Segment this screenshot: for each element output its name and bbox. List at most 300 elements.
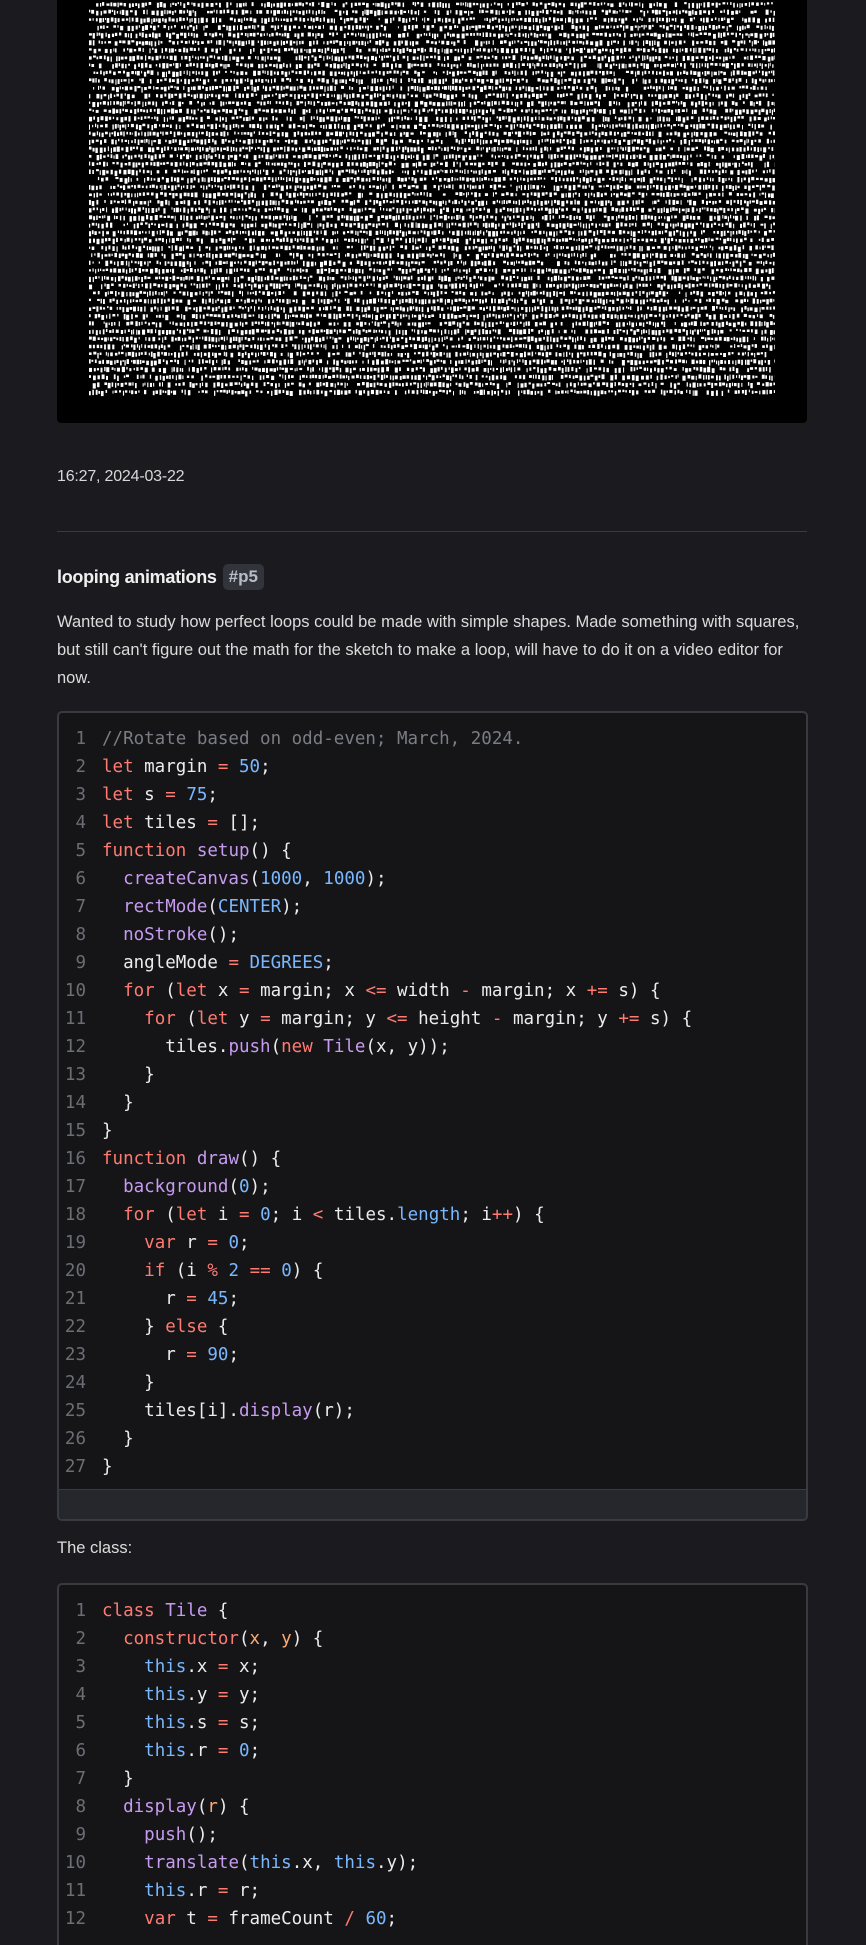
art-mark <box>644 87 647 90</box>
art-mark <box>362 26 364 29</box>
art-mark <box>724 40 727 45</box>
art-mark <box>566 216 568 218</box>
art-mark <box>294 94 296 99</box>
art-mark <box>181 178 184 181</box>
art-mark <box>687 117 689 121</box>
art-mark <box>369 34 371 39</box>
art-mark <box>629 41 630 45</box>
art-mark <box>677 193 680 196</box>
art-mark <box>171 26 173 29</box>
art-mark <box>653 86 655 89</box>
art-mark <box>340 17 342 20</box>
art-mark <box>424 117 427 122</box>
art-mark <box>241 132 242 135</box>
art-mark <box>235 200 236 202</box>
art-mark <box>157 72 158 76</box>
art-mark <box>406 71 408 75</box>
art-mark <box>650 86 652 89</box>
art-mark <box>545 162 547 166</box>
art-mark <box>750 56 753 60</box>
art-mark <box>304 71 306 76</box>
art-mark <box>571 109 573 113</box>
art-mark <box>106 26 108 28</box>
art-mark <box>499 11 500 15</box>
art-mark <box>521 55 522 61</box>
art-mark <box>745 163 748 166</box>
art-mark <box>730 2 731 5</box>
art-mark <box>281 124 283 127</box>
art-mark <box>372 162 375 166</box>
art-mark <box>676 49 678 53</box>
art-mark <box>599 63 601 68</box>
art-mark <box>343 11 344 14</box>
art-mark <box>500 79 502 83</box>
art-mark <box>528 163 530 165</box>
art-mark <box>561 186 563 188</box>
art-mark <box>273 64 275 67</box>
art-mark <box>149 139 150 144</box>
art-mark <box>731 133 733 136</box>
art-mark <box>721 147 724 150</box>
art-mark <box>506 87 507 90</box>
art-mark <box>113 117 114 119</box>
art-mark <box>223 64 224 68</box>
art-mark <box>606 86 608 91</box>
art-mark <box>548 3 551 5</box>
art-mark <box>177 79 180 84</box>
art-mark <box>659 86 661 89</box>
art-mark <box>469 209 471 211</box>
art-mark <box>422 18 423 20</box>
art-mark <box>225 79 228 82</box>
art-mark <box>764 33 766 37</box>
art-mark <box>91 10 94 14</box>
art-mark <box>253 48 254 52</box>
art-mark <box>427 25 430 30</box>
art-mark <box>624 117 626 121</box>
art-mark <box>187 140 189 143</box>
art-mark <box>458 57 461 61</box>
art-mark <box>682 209 685 212</box>
art-mark <box>705 102 707 105</box>
art-mark <box>245 163 246 165</box>
art-mark <box>324 86 325 92</box>
art-mark <box>335 116 337 121</box>
art-mark <box>384 102 387 106</box>
art-mark <box>321 147 323 152</box>
art-mark <box>642 55 643 61</box>
art-mark <box>338 57 340 62</box>
art-mark <box>571 57 574 61</box>
art-mark <box>291 140 293 143</box>
art-mark <box>264 185 266 190</box>
art-mark <box>134 209 136 214</box>
art-mark <box>541 124 543 129</box>
art-mark <box>704 163 707 168</box>
art-mark <box>445 124 446 128</box>
art-mark <box>258 56 259 60</box>
art-mark <box>117 11 118 14</box>
art-mark <box>215 95 216 98</box>
art-mark <box>229 26 232 31</box>
art-mark <box>596 94 598 98</box>
art-mark <box>174 94 177 96</box>
art-mark <box>135 201 137 204</box>
art-mark <box>495 124 496 127</box>
art-mark <box>184 132 186 137</box>
art-mark <box>694 132 695 136</box>
art-mark <box>694 17 695 19</box>
art-mark <box>194 33 195 38</box>
art-mark <box>405 171 406 174</box>
art-mark <box>459 140 460 144</box>
art-mark <box>765 19 767 23</box>
art-mark <box>696 56 699 59</box>
art-mark <box>640 49 642 51</box>
art-mark <box>592 117 595 122</box>
art-mark <box>608 57 610 62</box>
art-mark <box>220 208 222 213</box>
art-mark <box>663 117 665 122</box>
art-mark <box>192 124 195 127</box>
art-mark <box>205 63 208 67</box>
art-mark <box>447 33 449 36</box>
art-mark <box>641 140 643 145</box>
art-mark <box>537 155 539 159</box>
art-mark <box>352 41 355 45</box>
art-mark <box>765 87 766 91</box>
art-mark <box>152 48 153 50</box>
art-mark <box>626 155 628 160</box>
art-mark <box>393 155 395 161</box>
art-mark <box>405 155 407 160</box>
art-mark <box>132 18 134 22</box>
art-mark <box>321 34 323 38</box>
art-mark <box>448 185 450 189</box>
art-mark <box>691 56 694 61</box>
art-mark <box>369 208 372 210</box>
art-mark <box>483 64 484 67</box>
art-mark <box>93 148 95 152</box>
art-mark <box>431 41 434 44</box>
art-mark <box>677 25 679 27</box>
art-mark <box>283 102 285 105</box>
art-mark <box>636 200 638 204</box>
art-mark <box>201 208 204 213</box>
art-mark <box>658 109 660 113</box>
art-mark <box>377 3 380 7</box>
art-mark <box>470 163 473 165</box>
art-mark <box>156 147 159 150</box>
art-mark <box>179 17 182 21</box>
art-mark <box>201 18 204 23</box>
art-mark <box>250 18 253 22</box>
art-mark <box>299 2 302 5</box>
art-mark <box>397 110 399 114</box>
art-mark <box>719 63 720 66</box>
art-mark <box>701 116 704 120</box>
art-mark <box>692 79 694 82</box>
art-mark <box>446 48 449 53</box>
art-mark <box>459 109 461 113</box>
art-mark <box>417 64 419 66</box>
art-mark <box>434 171 437 175</box>
art-mark <box>201 215 202 219</box>
art-mark <box>446 41 449 45</box>
art-mark <box>617 94 619 96</box>
art-mark <box>473 33 475 36</box>
art-mark <box>365 147 368 152</box>
art-mark <box>167 56 169 58</box>
art-mark <box>270 101 271 104</box>
art-mark <box>181 186 182 190</box>
art-mark <box>666 200 667 203</box>
art-mark <box>162 63 165 68</box>
art-mark <box>390 133 392 137</box>
art-mark <box>354 72 355 77</box>
art-mark <box>190 216 192 220</box>
art-mark <box>660 64 662 69</box>
art-mark <box>698 87 699 91</box>
art-mark <box>529 26 532 30</box>
art-mark <box>223 10 225 14</box>
art-mark <box>196 71 197 75</box>
art-mark <box>609 101 612 106</box>
art-mark <box>449 155 451 159</box>
art-mark <box>200 140 203 145</box>
art-mark <box>432 2 435 7</box>
art-mark <box>652 10 655 13</box>
art-mark <box>714 208 717 212</box>
art-mark <box>164 216 166 218</box>
art-mark <box>122 155 124 158</box>
art-mark <box>723 32 726 36</box>
art-mark <box>564 162 567 165</box>
art-mark <box>148 208 149 213</box>
art-mark <box>332 185 333 187</box>
art-mark <box>517 72 518 75</box>
art-mark <box>683 155 685 160</box>
art-mark <box>541 109 544 112</box>
art-mark <box>366 3 369 7</box>
art-mark <box>671 79 674 84</box>
art-mark <box>473 216 474 221</box>
art-mark <box>370 124 372 127</box>
art-mark <box>658 34 661 39</box>
art-mark <box>344 19 346 24</box>
art-mark <box>726 94 728 98</box>
art-mark <box>535 110 538 113</box>
art-mark <box>544 201 547 205</box>
art-mark <box>142 33 144 38</box>
art-mark <box>589 209 591 213</box>
art-mark <box>119 170 121 174</box>
art-mark <box>695 11 698 15</box>
art-mark <box>441 125 443 127</box>
art-mark <box>186 48 188 52</box>
art-mark <box>201 102 203 106</box>
art-mark <box>706 86 708 88</box>
art-mark <box>191 3 192 5</box>
art-mark <box>198 56 199 60</box>
art-mark <box>362 208 363 211</box>
art-mark <box>385 11 388 14</box>
art-mark <box>382 178 384 181</box>
art-mark <box>747 25 750 28</box>
art-mark <box>270 139 273 143</box>
art-mark <box>191 18 192 22</box>
art-mark <box>131 155 133 159</box>
art-mark <box>191 87 193 90</box>
art-mark <box>302 41 304 44</box>
art-mark <box>154 124 157 128</box>
art-mark <box>418 10 419 15</box>
art-mark <box>325 170 328 174</box>
art-mark <box>277 3 280 8</box>
art-mark <box>268 18 270 22</box>
art-mark <box>437 162 439 164</box>
art-mark <box>613 101 615 104</box>
art-mark <box>656 185 659 190</box>
art-mark <box>570 201 573 205</box>
art-mark <box>372 132 375 136</box>
art-mark <box>530 132 532 136</box>
art-mark <box>413 56 416 60</box>
art-mark <box>208 154 209 158</box>
art-mark <box>748 18 751 23</box>
art-mark <box>604 125 606 128</box>
art-mark <box>601 132 603 135</box>
art-mark <box>154 178 156 180</box>
art-mark <box>377 125 380 130</box>
art-mark <box>356 41 357 44</box>
art-mark <box>434 154 435 159</box>
art-mark <box>420 34 422 37</box>
art-mark <box>697 72 700 77</box>
art-mark <box>542 139 543 143</box>
art-mark <box>467 49 468 53</box>
art-mark <box>459 201 460 204</box>
art-mark <box>89 185 90 190</box>
art-mark <box>283 178 285 180</box>
art-mark <box>622 154 624 158</box>
art-mark <box>151 140 152 146</box>
art-mark <box>664 79 667 83</box>
art-mark <box>742 125 743 130</box>
art-mark <box>189 25 192 27</box>
art-mark <box>397 2 400 6</box>
art-mark <box>576 155 578 158</box>
art-mark <box>99 132 100 136</box>
art-mark <box>112 34 114 37</box>
art-mark <box>754 40 757 44</box>
art-mark <box>573 48 575 53</box>
art-mark <box>130 216 132 222</box>
art-mark <box>143 170 145 174</box>
art-mark <box>558 170 560 173</box>
art-mark <box>468 11 469 16</box>
art-mark <box>490 117 491 121</box>
art-mark <box>705 56 708 61</box>
art-mark <box>98 79 100 82</box>
art-mark <box>309 109 311 113</box>
art-mark <box>203 193 204 198</box>
art-mark <box>539 116 540 120</box>
art-mark <box>236 10 238 14</box>
art-mark <box>504 216 506 221</box>
art-mark <box>435 10 436 14</box>
art-mark <box>720 139 722 141</box>
art-mark <box>411 155 412 160</box>
art-mark <box>490 108 491 111</box>
art-mark <box>250 64 253 68</box>
art-mark <box>532 109 533 114</box>
art-mark <box>449 26 452 30</box>
art-mark <box>187 71 188 75</box>
art-mark <box>220 117 221 122</box>
art-mark <box>250 171 252 175</box>
art-mark <box>474 48 475 51</box>
art-mark <box>455 79 458 83</box>
art-mark <box>245 110 247 115</box>
art-mark <box>737 41 740 46</box>
art-mark <box>108 146 109 151</box>
art-mark <box>300 186 302 189</box>
art-mark <box>492 55 494 57</box>
art-mark <box>495 79 498 84</box>
art-mark <box>259 131 260 135</box>
art-mark <box>190 48 193 51</box>
art-mark <box>415 193 416 196</box>
art-mark <box>330 86 333 91</box>
art-mark <box>132 26 134 31</box>
art-mark <box>497 125 499 129</box>
art-mark <box>647 148 650 153</box>
art-mark <box>383 34 385 36</box>
art-mark <box>309 193 310 197</box>
art-mark <box>150 25 152 28</box>
art-mark <box>674 94 676 99</box>
art-mark <box>216 49 219 54</box>
art-mark <box>336 178 338 182</box>
art-mark <box>168 86 170 89</box>
art-mark <box>624 56 625 59</box>
art-mark <box>341 64 343 68</box>
art-mark <box>371 71 374 73</box>
art-mark <box>696 63 697 68</box>
art-mark <box>757 18 760 23</box>
art-mark <box>557 117 559 122</box>
art-mark <box>139 125 142 130</box>
art-mark <box>334 192 336 196</box>
art-mark <box>362 193 363 198</box>
art-mark <box>346 215 349 220</box>
art-mark <box>337 193 339 197</box>
art-mark <box>762 193 765 195</box>
art-mark <box>259 10 262 14</box>
art-mark <box>240 79 243 84</box>
art-mark <box>366 94 369 96</box>
art-mark <box>556 186 559 191</box>
art-mark <box>407 48 409 51</box>
art-mark <box>735 110 738 115</box>
art-mark <box>206 169 208 171</box>
art-mark <box>206 208 208 211</box>
art-mark <box>457 147 459 151</box>
art-mark <box>658 200 660 202</box>
art-mark <box>511 102 513 105</box>
art-mark <box>382 95 385 100</box>
